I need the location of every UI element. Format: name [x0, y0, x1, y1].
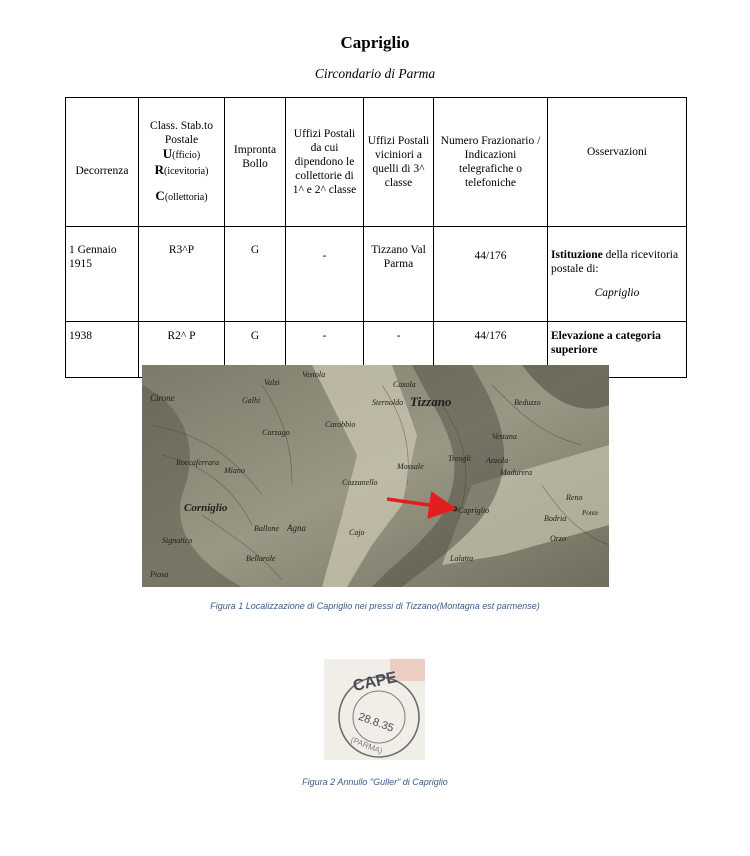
- map-label-ballone: Ballone: [254, 524, 279, 533]
- header-decorrenza: Decorrenza: [66, 98, 139, 227]
- historic-map-image: [142, 365, 609, 587]
- header-osservazioni: Osservazioni: [548, 98, 687, 227]
- map-label-valzi: Valzi: [264, 378, 280, 387]
- obs-bold: Elevazione a categoria superiore: [551, 330, 661, 356]
- map-label-vestana: Vestana: [492, 432, 517, 441]
- map-label-bellarole: Bellarole: [246, 554, 276, 563]
- map-label-beduzzo: Beduzzo: [514, 398, 541, 407]
- table-header-row: [66, 98, 687, 227]
- map-label-piosa: Piosa: [150, 570, 169, 579]
- map-label-orzo: Orzo: [550, 534, 567, 543]
- map-label-madurera: Madurera: [500, 468, 533, 477]
- cell-numero: 44/176: [434, 227, 548, 322]
- map-drawing: [142, 365, 609, 587]
- postmark-bottom-text: (PARMA): [349, 735, 384, 756]
- postal-register-table: [65, 97, 687, 378]
- map-label-carobbio: Carobbio: [325, 420, 356, 429]
- cell-uffizi-postali: -: [286, 322, 364, 378]
- cell-impronta: G: [225, 227, 286, 322]
- cell-numero: 44/176: [434, 322, 548, 378]
- page-title: Capriglio: [340, 33, 410, 52]
- map-label-mossale: Mossale: [397, 462, 424, 471]
- cell-uffizi-vicini: -: [364, 322, 434, 378]
- obs-text: della ricevitoria postale di:: [551, 249, 679, 275]
- header-numero: Numero Frazionario / Indicazioni telegrafiche o telefoniche: [434, 98, 548, 227]
- header-class-r-letter: R: [154, 162, 164, 177]
- map-label-vestola: Vestola: [302, 370, 326, 379]
- cell-osservazioni: [548, 227, 687, 322]
- map-label-sternoldo: Sternoldo: [372, 398, 404, 407]
- table-row: [66, 227, 687, 322]
- header-uffizi-postali: Uffizi Postali da cui dipendono le collettorie di 1^ e 2^ classe: [286, 98, 364, 227]
- map-label-roccaferrara: Roccaferrara: [176, 458, 220, 467]
- map-label-cozzanello: Cozzanello: [342, 478, 378, 487]
- map-label-cirone: Cirone: [150, 393, 175, 403]
- header-class-u-letter: U: [162, 146, 173, 161]
- cell-decorrenza: 1938: [66, 322, 139, 378]
- map-label-lalatta: Lalatta: [450, 554, 474, 563]
- header-class-line1: Class. Stab.to: [150, 120, 213, 132]
- postmark-date: 28.8.35: [356, 710, 396, 735]
- header-class-u-rest: (fficio): [172, 150, 201, 161]
- cell-impronta: G: [225, 322, 286, 378]
- header-class-r-rest: (icevitoria): [163, 166, 209, 177]
- map-label-signatico: Signatico: [162, 536, 193, 545]
- map-label-ponte: Ponte: [582, 509, 599, 517]
- map-label-gathi: Galhi: [242, 396, 261, 405]
- header-class-line2: Postale: [164, 134, 199, 146]
- map-label-corniglio: Corniglio: [184, 502, 228, 514]
- postmark-drawing: [324, 659, 425, 760]
- obs-bold: Istituzione: [551, 249, 603, 261]
- cell-uffizi-vicini: Tizzano Val Parma: [364, 227, 434, 322]
- map-label-anzola: Anzola: [486, 456, 509, 465]
- header-class-c-letter: C: [155, 188, 165, 203]
- map-label-agna: Agna: [287, 523, 306, 533]
- figure2-caption: Figura 2 Annullo "Guller" di Capriglio: [302, 777, 448, 787]
- map-label-capriglio: Capriglio: [458, 506, 490, 515]
- map-label-casola: Casola: [393, 380, 416, 389]
- header-impronta: Impronta Bollo: [225, 98, 286, 227]
- figure1-caption: Figura 1 Localizzazione di Capriglio nei pressi di Tizzano(Montagna est parmense): [210, 601, 540, 611]
- cell-classificazione: R3^P: [139, 227, 225, 322]
- cell-classificazione: R2^ P: [139, 322, 225, 378]
- header-classificazione: [139, 98, 225, 227]
- map-label-carzago: Carzago: [262, 428, 290, 437]
- map-label-tizzano: Tizzano: [410, 394, 452, 409]
- map-label-miano: Miano: [224, 466, 245, 475]
- cell-uffizi-postali: -: [286, 227, 364, 322]
- guller-postmark-image: [324, 659, 425, 760]
- map-label-reno: Reno: [566, 493, 583, 502]
- page-subtitle: Circondario di Parma: [314, 66, 436, 81]
- cell-decorrenza: 1 Gennaio 1915: [66, 227, 139, 322]
- postmark-arc-text: CAPE: [351, 669, 399, 695]
- header-class-c-rest: (ollettoria): [164, 192, 208, 203]
- map-label-cailo: Cajo: [349, 528, 365, 537]
- map-capriglio-dot: [453, 507, 458, 512]
- obs-place: Capriglio: [594, 287, 640, 299]
- map-label-trecoglio: Treogli: [448, 454, 471, 463]
- header-uffizi-vicini: Uffizi Postali viciniori a quelli di 3^ classe: [364, 98, 434, 227]
- map-label-bodria: Bodria: [544, 514, 567, 523]
